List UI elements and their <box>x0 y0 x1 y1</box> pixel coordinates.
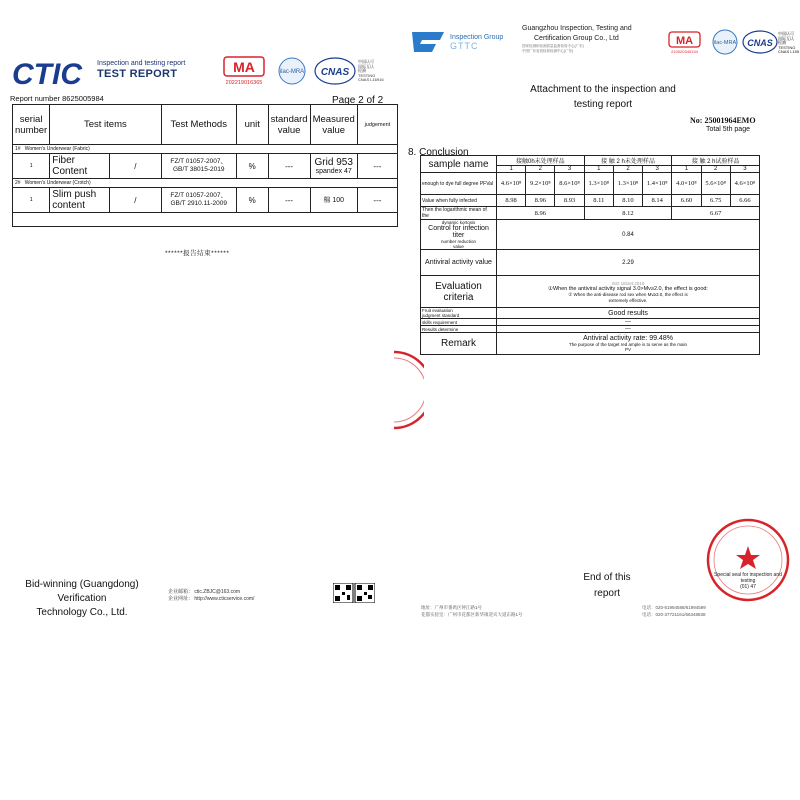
svg-text:MA: MA <box>675 35 694 47</box>
cell-value: 8.96 <box>526 195 555 207</box>
sub-head: 1 <box>497 166 526 173</box>
cell-value: 1.4×10⁸ <box>643 173 672 195</box>
cell-value: 1.3×10⁸ <box>584 173 613 195</box>
results-label: Results determine <box>421 326 497 333</box>
good-results: Good results <box>497 308 760 319</box>
ctic-logo-text: CTIC <box>12 58 82 88</box>
cell-standard: --- <box>268 154 310 179</box>
report-end-mark: ******报告结束****** <box>165 250 230 257</box>
antiviral-results-table <box>420 155 760 355</box>
header-judgement: judgement <box>357 105 397 145</box>
cell-sub-item: / <box>110 188 161 213</box>
table-spacer-row <box>13 213 398 227</box>
remark-content: Antiviral activity rate: 99.48% The purpose of the target red ample is to serve as the main PV <box>497 333 760 355</box>
gttc-group-name: Inspection Group GTTC <box>450 34 504 51</box>
row-label: Value when fully infected <box>421 195 497 207</box>
cnas-icon <box>742 30 778 54</box>
table-row <box>421 173 760 195</box>
sub-head: 1 <box>584 166 613 173</box>
cell-value: 8.14 <box>643 195 672 207</box>
table-row <box>13 188 398 213</box>
gttc-title: Guangzhou Inspection, Testing and Certification Group Co., Ltd 国家检测和检测质量监督检验中心(广东) 中国广东省质检和检测中心(广东) <box>522 25 632 54</box>
group-head: 接 触 2 h试验样品 <box>672 156 760 166</box>
report-number: Report number 8625005984 <box>10 94 104 103</box>
header-unit: unit <box>236 105 268 145</box>
cell-measured: Grid 953 spandex 47 <box>310 154 357 179</box>
total-pages: Total 5th page <box>706 126 750 133</box>
table-row <box>13 154 398 179</box>
cell-value: 8.93 <box>555 195 584 207</box>
table-row <box>421 220 760 250</box>
sub-head: 1 <box>672 166 701 173</box>
test-results-table <box>12 104 398 227</box>
end-of-report: End of this report <box>583 572 631 599</box>
cell-value: 6.67 <box>672 207 760 220</box>
cell-value: 6.60 <box>672 195 701 207</box>
footer-contact: 企业邮箱： ctic.ZBJC@163.com 企业网址： http://www.cticservice.com/ <box>168 589 255 602</box>
qr-code-icon <box>333 583 375 603</box>
sub-head: 2 <box>526 166 555 173</box>
antiviral-value: 2.29 <box>497 250 760 276</box>
ma-certificate-icon <box>222 56 268 86</box>
table-row <box>421 207 760 220</box>
cell-judgement: --- <box>357 188 397 213</box>
ma-certificate-icon <box>668 31 702 55</box>
ctic-subtitle-line2: TEST REPORT <box>97 67 178 80</box>
cell-value: 6.66 <box>730 195 759 207</box>
cell-standard: --- <box>268 188 310 213</box>
header-standard-value: standard value <box>268 105 310 145</box>
svg-text:ilac-MRA: ilac-MRA <box>279 69 305 75</box>
ctic-subtitle-line1: Inspection and testing report <box>97 60 186 67</box>
evaluation-label: Evaluation criteria <box>421 276 497 308</box>
cell-judgement: --- <box>357 154 397 179</box>
table-row <box>421 250 760 276</box>
sub-head: 3 <box>555 166 584 173</box>
table-row <box>421 333 760 355</box>
section-title: Women's Underwear (Fabric) <box>24 146 90 152</box>
table-header-row <box>13 105 398 145</box>
cell-value: 5.6×10⁸ <box>701 173 730 195</box>
section-label: 1# <box>15 146 21 152</box>
cell-value: 8.98 <box>497 195 526 207</box>
table-row <box>421 308 760 319</box>
antiviral-label: Antiviral activity value <box>421 250 497 276</box>
group-head: 接 触 2 h未处理样品 <box>584 156 672 166</box>
conclusion-label: 8. Conclusion <box>408 147 469 158</box>
skills-value: --- <box>497 319 760 326</box>
svg-text:CNAS: CNAS <box>320 67 350 78</box>
cell-serial: 1 <box>13 188 50 213</box>
header-test-items: Test items <box>50 105 161 145</box>
sample-name-label: sample name <box>421 156 497 173</box>
svg-text:ilac-MRA: ilac-MRA <box>713 40 737 46</box>
cell-value: 4.6×10⁸ <box>730 173 759 195</box>
section-label: 2# <box>15 180 21 186</box>
sub-head: 2 <box>613 166 642 173</box>
header-measured-value: Measured value <box>310 105 357 145</box>
table-row <box>421 276 760 308</box>
cell-serial: 1 <box>13 154 50 179</box>
ctic-logo <box>12 56 96 88</box>
cnas-side-text: 中国认可 国际互认 检测 TESTING CNAS L16916 <box>358 59 384 83</box>
skills-label: skills requirement <box>421 319 497 326</box>
attachment-report-number: No: 25001964EMO <box>690 116 756 125</box>
cnas-icon <box>314 56 356 86</box>
fruit-eval-cell: Fruit evaluation judgment standard <box>421 308 497 319</box>
header-test-methods: Test Methods <box>161 105 236 145</box>
gttc-logo-icon <box>410 30 446 54</box>
sub-head: 3 <box>730 166 759 173</box>
table-row <box>421 195 760 207</box>
address-block: 地址：广州市番禺区钟江路1号 花都实验室：广州市花都区新华镇迎宾大道东路1号 <box>421 605 523 617</box>
cell-value: 8.11 <box>584 195 613 207</box>
sub-head: 2 <box>701 166 730 173</box>
svg-text:CNAS: CNAS <box>747 38 773 48</box>
header-serial: serial number <box>13 105 50 145</box>
cell-item: Slim push content <box>50 188 110 213</box>
cell-value: 4.0×10⁸ <box>672 173 701 195</box>
cell-value: 1.3×10⁸ <box>613 173 642 195</box>
svg-text:202219016365: 202219016365 <box>225 80 263 86</box>
group-head: 接触0h未处理样品 <box>497 156 585 166</box>
cell-value: 8.10 <box>613 195 642 207</box>
cell-method: FZ/T 01057-2007、 GB/T 38015-2019 <box>161 154 236 179</box>
cell-method: FZ/T 01057-2007、 GB/T 2910.11-2009 <box>161 188 236 213</box>
table-row <box>421 156 760 166</box>
cell-value: 6.75 <box>701 195 730 207</box>
inspection-seal-icon: Special seal for inspection and testing (01) 47 <box>706 518 790 602</box>
svg-text:MA: MA <box>233 59 255 75</box>
cell-sub-item: / <box>110 154 161 179</box>
remark-label: Remark <box>421 333 497 355</box>
phone-block: 电话：020-61994588/61994599 电话：020-37721161/66348838 <box>642 605 706 617</box>
section-title: Women's Underwear (Crotch) <box>24 180 91 186</box>
table-row <box>421 326 760 333</box>
section-row <box>13 179 398 188</box>
table-row <box>421 319 760 326</box>
footer-company: Bid-winning (Guangdong) Verification Technology Co., Ltd. <box>25 579 139 618</box>
page-number: Page 2 of 2 <box>332 95 384 106</box>
cell-value: 9.2×10⁸ <box>526 173 555 195</box>
section-row <box>13 145 398 154</box>
control-label-cell: dynamic kortosis Control for infection titer number reduction value <box>421 220 497 250</box>
cell-value: 8.96 <box>497 207 585 220</box>
control-value: 0.84 <box>497 220 760 250</box>
cell-unit: % <box>236 188 268 213</box>
row-label: Then the logarithmic mean of the <box>421 207 497 220</box>
evaluation-criteria: ISO 18184:2019 ①When the antiviral activity signal 3.0>Mv≥2.0, the effect is good: ② When the anti-disease rod sex when Mv≥3.0, the effect is extremely effective. <box>497 276 760 308</box>
cell-value: 8.12 <box>584 207 672 220</box>
red-stamp-partial-icon <box>394 350 424 430</box>
sub-head: 3 <box>643 166 672 173</box>
cell-value: 4.6×10⁸ <box>497 173 526 195</box>
ilac-mra-icon <box>275 56 309 86</box>
ctic-subtitle <box>97 60 185 80</box>
results-value: --- <box>497 326 760 333</box>
cell-item: Fiber Content <box>50 154 110 179</box>
cell-value: 8.6×10⁸ <box>555 173 584 195</box>
cell-measured: 棉 100 <box>310 188 357 213</box>
cell-unit: % <box>236 154 268 179</box>
attachment-title: Attachment to the inspection and testing report <box>530 84 676 110</box>
ilac-mra-icon <box>710 29 740 55</box>
cnas-side-text: 中国认可 国际互认 检测 TESTING CNAS L155 <box>778 31 800 55</box>
svg-text:210020340134: 210020340134 <box>671 49 698 54</box>
row-label: enough to dye full degree PFVal <box>421 173 497 195</box>
